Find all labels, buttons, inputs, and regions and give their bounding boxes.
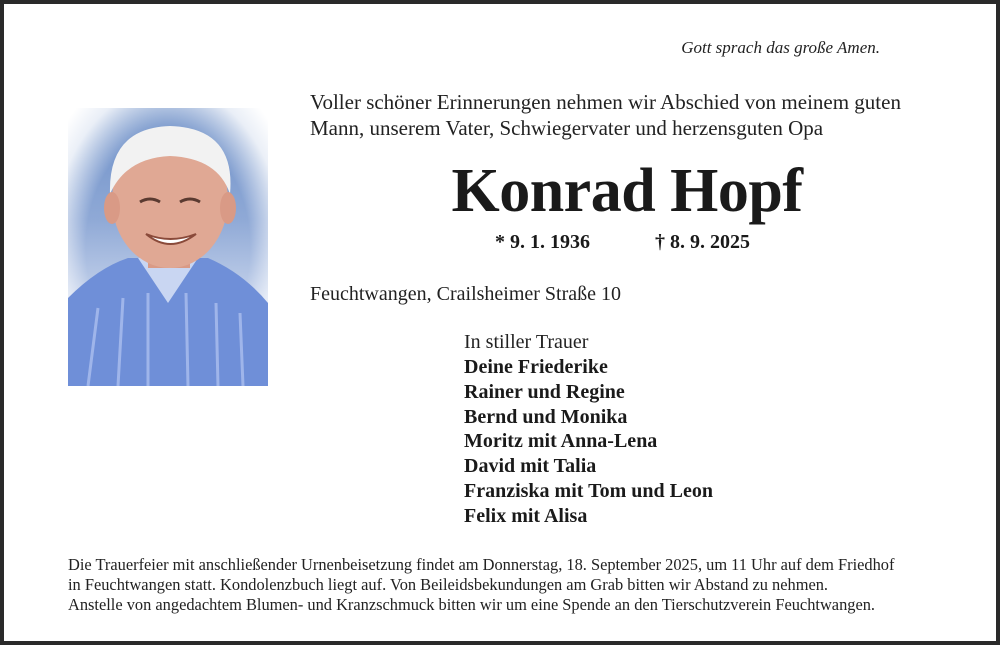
notice-line-1: Die Trauerfeier mit anschließender Urnenbeisetzung findet am Donnerstag, 18. September 2025, um 11 Uhr auf dem Friedhof — [68, 555, 895, 574]
death-date: † 8. 9. 2025 — [655, 231, 750, 253]
intro-line-1: Voller schöner Erinnerungen nehmen wir Abschied von meinem guten — [310, 90, 901, 114]
notice-line-3: Anstelle von angedachtem Blumen- und Kranzschmuck bitten wir um eine Spende an den Tierschutzverein Feuchtwangen. — [68, 595, 876, 614]
intro-text — [310, 89, 950, 141]
deceased-name: Konrad Hopf — [451, 157, 803, 225]
mourner-name: Moritz mit Anna-Lena — [464, 430, 658, 453]
funeral-notice — [68, 555, 958, 615]
intro-line-2: Mann, unserem Vater, Schwiegervater und herzensguten Opa — [310, 116, 824, 140]
mourners-list — [464, 329, 713, 529]
portrait-icon — [68, 108, 268, 386]
mourners-heading: In stiller Trauer — [464, 331, 589, 353]
birth-date: * 9. 1. 1936 — [495, 231, 590, 253]
mourner-name: David mit Talia — [464, 455, 597, 478]
notice-line-2: in Feuchtwangen statt. Kondolenzbuch liegt auf. Von Beileidsbekundungen am Grab bitten wir Abstand zu nehmen. — [68, 575, 829, 594]
motto: Gott sprach das große Amen. — [681, 38, 880, 57]
address: Feuchtwangen, Crailsheimer Straße 10 — [310, 283, 622, 305]
mourner-name: Franziska mit Tom und Leon — [464, 479, 713, 502]
mourner-name: Bernd und Monika — [464, 405, 628, 428]
portrait-photo — [68, 108, 268, 386]
mourner-name: Felix mit Alisa — [464, 504, 588, 527]
mourner-name: Rainer und Regine — [464, 380, 625, 403]
mourner-name: Deine Friederike — [464, 356, 608, 378]
